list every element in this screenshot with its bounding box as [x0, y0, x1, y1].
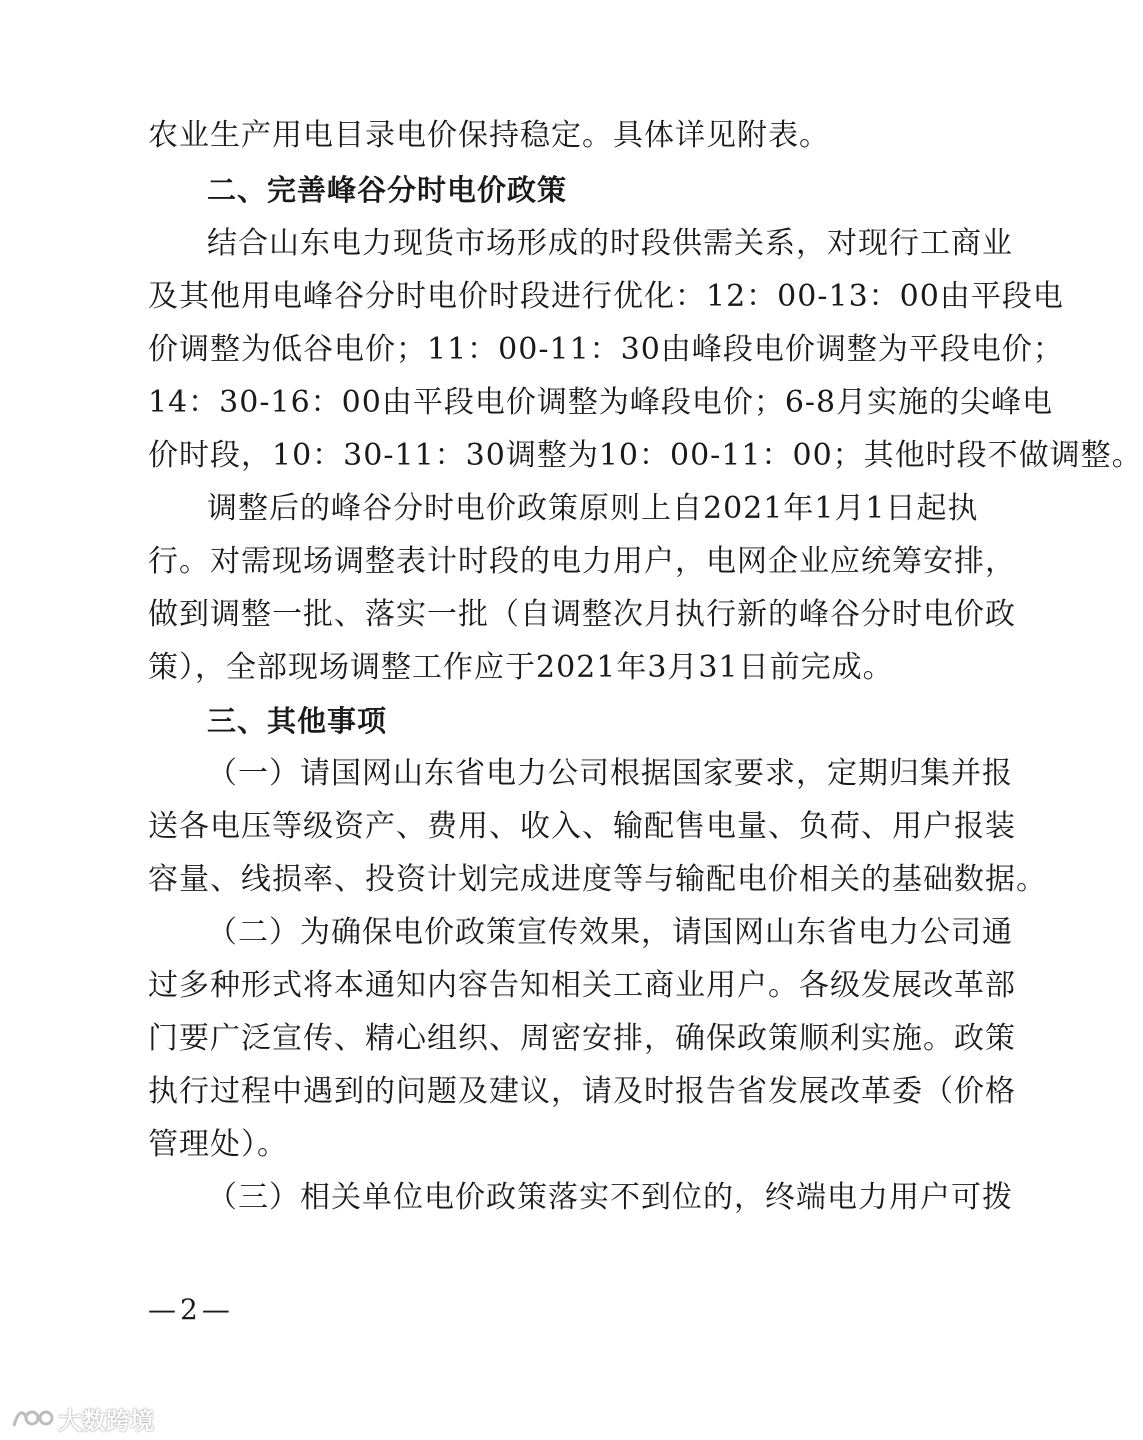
section-heading: 三、其他事项: [207, 704, 388, 738]
text-line: 管理处）。: [148, 1127, 288, 1162]
text-line: 过多种形式将本通知内容告知相关工商业用户。各级发展改革部: [148, 968, 1016, 1003]
section-heading: 二、完善峰谷分时电价政策: [207, 173, 568, 207]
text-line: 策），全部现场调整工作应于2021年3月31日前完成。: [148, 650, 894, 685]
text-line: 结合山东电力现货市场形成的时段供需关系，对现行工商业: [207, 226, 1013, 261]
text-line: （一）请国网山东省电力公司根据国家要求，定期归集并报: [207, 756, 1013, 791]
text-line: 价时段，10：30-11：30调整为10：00-11：00；其他时段不做调整。: [148, 438, 1143, 473]
text-line: 调整后的峰谷分时电价政策原则上自2021年1月1日起执: [207, 491, 979, 526]
text-line: 做到调整一批、落实一批（自调整次月执行新的峰谷分时电价政: [148, 597, 1016, 632]
text-line: 送各电压等级资产、费用、收入、输配售电量、负荷、用户报装: [148, 809, 1016, 844]
text-line: 执行过程中遇到的问题及建议，请及时报告省发展改革委（价格: [148, 1074, 1016, 1109]
text-line: （二）为确保电价政策宣传效果，请国网山东省电力公司通: [207, 915, 1013, 950]
text-line: 门要广泛宣传、精心组织、周密安排，确保政策顺利实施。政策: [148, 1021, 1016, 1056]
text-line: 价调整为低谷电价；11：00-11：30由峰段电价调整为平段电价；: [148, 332, 1064, 367]
text-line: 及其他用电峰谷分时电价时段进行优化：12：00-13：00由平段电: [148, 279, 1064, 314]
watermark: [10, 1402, 154, 1434]
watermark-text: 大数跨境: [58, 1406, 154, 1435]
text-line: 农业生产用电目录电价保持稳定。具体详见附表。: [148, 118, 830, 153]
text-line: 容量、线损率、投资计划完成进度等与输配电价相关的基础数据。: [148, 862, 1047, 897]
page-number: —2—: [148, 1293, 234, 1326]
text-line: 行。对需现场调整表计时段的电力用户，电网企业应统筹安排，: [148, 544, 1016, 579]
text-line: （三）相关单位电价政策落实不到位的，终端电力用户可拨: [207, 1180, 1013, 1215]
brand-logo-icon: [10, 1404, 54, 1432]
text-line: 14：30-16：00由平段电价调整为峰段电价；6-8月实施的尖峰电: [148, 385, 1054, 420]
